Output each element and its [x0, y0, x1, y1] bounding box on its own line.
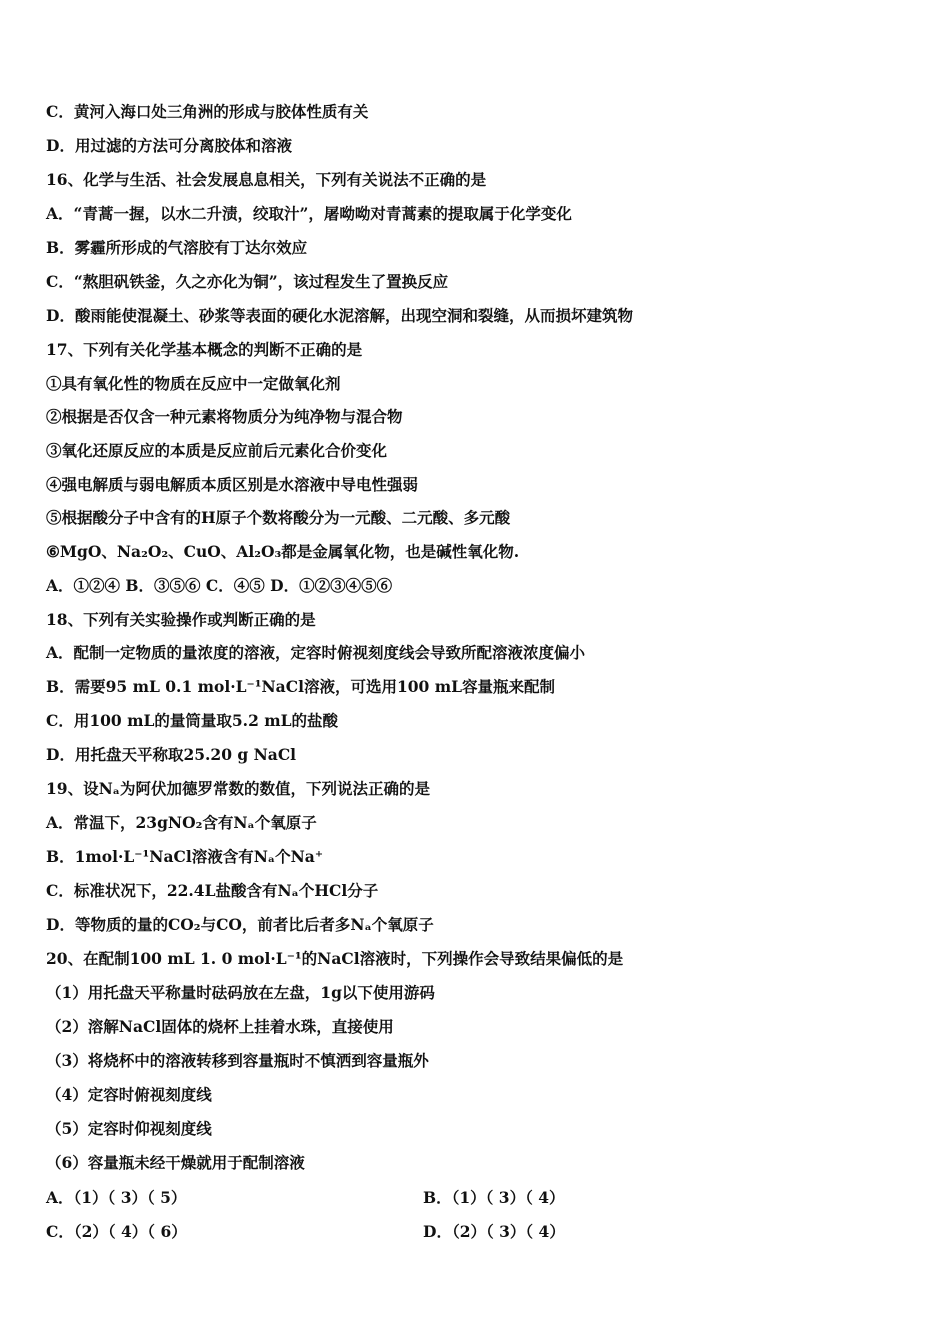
text-line: 16、化学与生活、社会发展息息相关，下列有关说法不正确的是: [46, 170, 487, 189]
text-line: D．用托盘天平称取25.20 g NaCl: [46, 745, 297, 764]
text-line: D．等物质的量的CO₂与CO，前者比后者多Nₐ个氧原子: [46, 915, 434, 934]
q20-option-d: D．（2）（ 3）（ 4）: [423, 1222, 565, 1241]
text-line: C．黄河入海口处三角洲的形成与胶体性质有关: [46, 102, 369, 121]
text-line: 17、下列有关化学基本概念的判断不正确的是: [46, 340, 363, 359]
text-line: 19、设Nₐ为阿伏加德罗常数的数值，下列说法正确的是: [46, 779, 430, 798]
text-line: （6）容量瓶未经干燥就用于配制溶液: [46, 1153, 305, 1172]
q20-options-row-2: [46, 1222, 565, 1242]
text-line: （5）定容时仰视刻度线: [46, 1119, 212, 1138]
text-line: D．酸雨能使混凝土、砂浆等表面的硬化水泥溶解，出现空洞和裂缝，从而损坏建筑物: [46, 306, 633, 325]
text-line: 20、在配制100 mL 1. 0 mol·L⁻¹的NaCl溶液时，下列操作会导致结果偏低的是: [46, 949, 624, 968]
q20-option-b: B．（1）（ 3）（ 4）: [423, 1188, 565, 1207]
text-line: ②根据是否仅含一种元素将物质分为纯净物与混合物: [46, 407, 403, 426]
text-line: ④强电解质与弱电解质本质区别是水溶液中导电性强弱: [46, 475, 419, 494]
text-line: ⑤根据酸分子中含有的H原子个数将酸分为一元酸、二元酸、多元酸: [46, 508, 511, 527]
text-line: B．1mol·L⁻¹NaCl溶液含有Nₐ个Na⁺: [46, 847, 323, 866]
text-line: （4）定容时俯视刻度线: [46, 1085, 212, 1104]
text-line: D．用过滤的方法可分离胶体和溶液: [46, 136, 292, 155]
text-line: ③氧化还原反应的本质是反应前后元素化合价变化: [46, 441, 388, 460]
text-line: A．配制一定物质的量浓度的溶液，定容时俯视刻度线会导致所配溶液浓度偏小: [46, 643, 586, 662]
text-line: C．“熬胆矾铁釜，久之亦化为铜”，该过程发生了置换反应: [46, 272, 449, 291]
q20-options-row-1: [46, 1188, 565, 1208]
text-line: A．①②④ B．③⑤⑥ C．④⑤ D．①②③④⑤⑥: [46, 576, 393, 595]
q20-option-a: A．（1）（ 3）（ 5）: [46, 1188, 187, 1207]
text-line: A．“青蒿一握，以水二升渍，绞取汁”，屠呦呦对青蒿素的提取属于化学变化: [46, 204, 572, 223]
text-line: （3）将烧杯中的溶液转移到容量瓶时不慎洒到容量瓶外: [46, 1051, 429, 1070]
q20-option-c: C．（2）（ 4）（ 6）: [46, 1222, 187, 1241]
text-line: A．常温下，23gNO₂含有Nₐ个氧原子: [46, 813, 317, 832]
text-line: （1）用托盘天平称量时砝码放在左盘，1g以下使用游码: [46, 983, 435, 1002]
text-line: ⑥MgO、Na₂O₂、CuO、Al₂O₃都是金属氧化物，也是碱性氧化物.: [46, 542, 520, 561]
text-line: 18、下列有关实验操作或判断正确的是: [46, 610, 316, 629]
text-line: C．用100 mL的量筒量取5.2 mL的盐酸: [46, 711, 339, 730]
text-line: ①具有氧化性的物质在反应中一定做氧化剂: [46, 374, 341, 393]
text-line: C．标准状况下，22.4L盐酸含有Nₐ个HCl分子: [46, 881, 379, 900]
text-line: B．需要95 mL 0.1 mol·L⁻¹NaCl溶液，可选用100 mL容量瓶来配制: [46, 677, 556, 696]
text-line: B．雾霾所形成的气溶胶有丁达尔效应: [46, 238, 308, 257]
text-line: （2）溶解NaCl固体的烧杯上挂着水珠，直接使用: [46, 1017, 394, 1036]
